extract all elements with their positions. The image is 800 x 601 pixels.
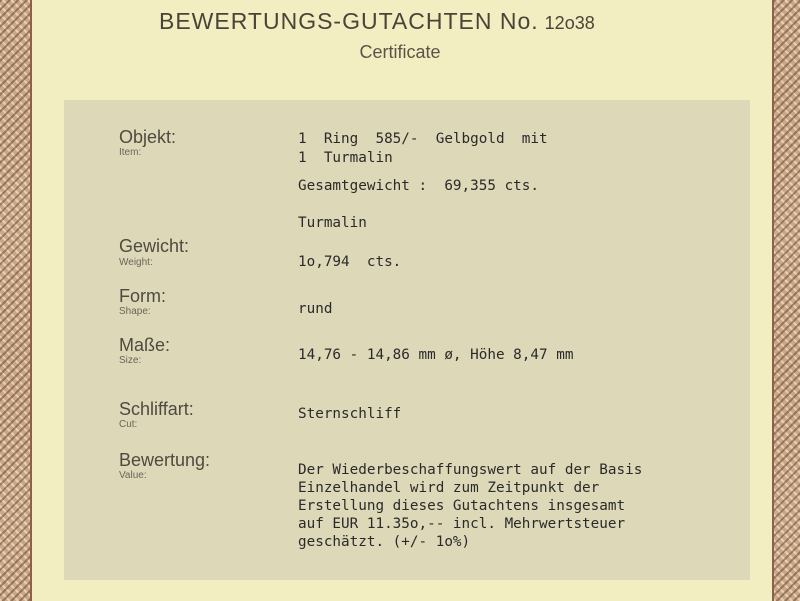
- certificate-title: [159, 8, 595, 35]
- form-label: Form:: [119, 286, 166, 306]
- bewertung-label: Bewertung:: [119, 450, 211, 470]
- masse-value: 14,76 - 14,86 mm ø, Höhe 8,47 mm: [298, 347, 574, 363]
- bewertung-line-2: Einzelhandel wird zum Zeitpunkt der: [298, 480, 600, 496]
- masse-sublabel: Size:: [119, 355, 142, 366]
- bewertung-line-4: auf EUR 11.35o,-- incl. Mehrwertsteuer: [298, 516, 626, 532]
- decorative-border-right: [774, 0, 800, 601]
- border-line-left: [30, 0, 32, 601]
- total-weight-value: Gesamtgewicht : 69,355 cts.: [298, 178, 540, 194]
- bewertung-line-3: Erstellung dieses Gutachtens insgesamt: [298, 498, 626, 514]
- objekt-label: Objekt:: [119, 127, 177, 147]
- gewicht-sublabel: Weight:: [119, 257, 153, 268]
- certificate-subtitle: Certificate: [359, 42, 441, 62]
- bewertung-line-5: geschätzt. (+/- 1o%): [298, 534, 471, 550]
- gewicht-value: 1o,794 cts.: [298, 254, 402, 270]
- border-line-right: [772, 0, 774, 601]
- decorative-border-left: [0, 0, 30, 601]
- certificate-number: 12o38: [544, 13, 595, 33]
- objekt-value-line2: 1 Turmalin: [298, 150, 393, 166]
- certificate-title-text: BEWERTUNGS-GUTACHTEN No.: [159, 8, 539, 34]
- objekt-value-line1: 1 Ring 585/- Gelbgold mit: [298, 131, 548, 147]
- schliffart-value: Sternschliff: [298, 406, 402, 422]
- schliffart-sublabel: Cut:: [119, 419, 138, 430]
- bewertung-sublabel: Value:: [119, 470, 147, 481]
- gewicht-label: Gewicht:: [119, 236, 190, 256]
- schliffart-label: Schliffart:: [119, 399, 194, 419]
- form-sublabel: Shape:: [119, 306, 151, 317]
- form-value: rund: [298, 301, 333, 317]
- stone-name-value: Turmalin: [298, 215, 367, 231]
- masse-label: Maße:: [119, 335, 171, 355]
- objekt-sublabel: Item:: [119, 147, 142, 158]
- bewertung-line-1: Der Wiederbeschaffungswert auf der Basis: [298, 462, 643, 478]
